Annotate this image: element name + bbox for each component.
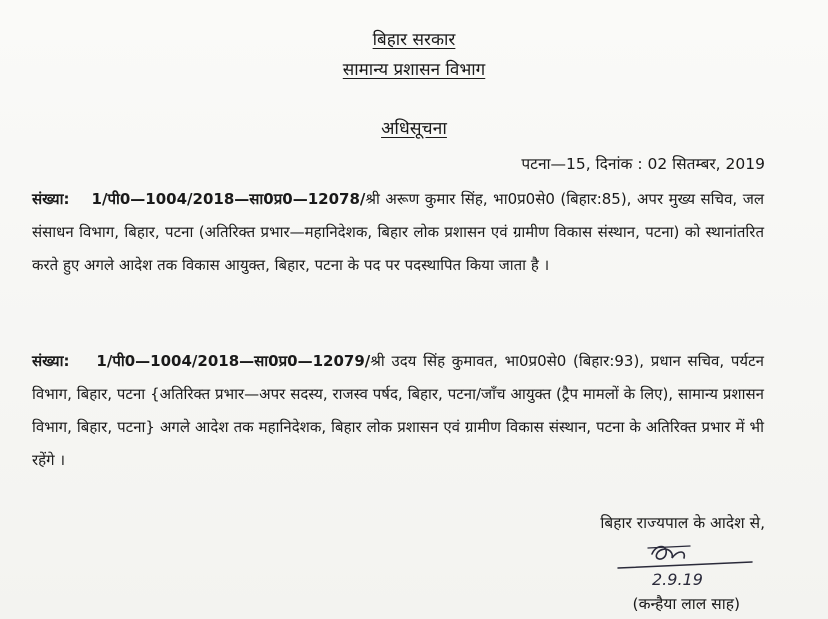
handwritten-signature [612, 540, 762, 590]
notice-title-text: अधिसूचना [381, 119, 447, 139]
signatory-name: (कन्हैया लाल साह) [632, 595, 740, 613]
order-paragraph-2 [32, 345, 764, 477]
order-reference: 1/पी0—1004/2018—सा0प्र0—12078/ [91, 190, 366, 208]
order-body: श्री उदय सिंह कुमावत, भा0प्र0से0 (बिहार:93), प्रधान सचिव, पर्यटन विभाग, बिहार, पटना {अतिरिक्त प्रभार—अपर सदस्य, राजस्व पर्षद, बिहार, पटना/जाँच आयुक्त (ट्रैप मामलों के लिए), सामान्य प्रशासन विभाग, बिहार, पटना} अगले आदेश तक महानिदेशक, बिहार लोक प्रशासन एवं ग्रामीण विकास संस्थान, पटना के अतिरिक्त प्रभार में भी रहेंगे । [32, 352, 764, 469]
order-number-label: संख्या: [32, 352, 70, 370]
order-body: श्री अरूण कुमार सिंह, भा0प्र0से0 (बिहार:85), अपर मुख्य सचिव, जल संसाधन विभाग, बिहार, पटना (अतिरिक्त प्रभार—महानिदेशक, बिहार लोक प्रशासन एवं ग्रामीण विकास संस्थान, पटना) को स्थानांतरित करते हुए अगले आदेश तक विकास आयुक्त, बिहार, पटना के पद पर पदस्थापित किया जाता है । [32, 190, 765, 274]
place-date-line: पटना—15, दिनांक : 02 सितम्बर, 2019 [521, 155, 765, 173]
order-reference: 1/पी0—1004/2018—सा0प्र0—12079/ [96, 352, 371, 370]
government-heading-text: बिहार सरकार [372, 30, 456, 50]
department-heading [0, 60, 828, 80]
department-heading-text: सामान्य प्रशासन विभाग [342, 60, 486, 80]
order-number-label: संख्या: [32, 190, 70, 208]
government-heading [0, 30, 828, 50]
governor-order-line: बिहार राज्यपाल के आदेश से, [600, 514, 765, 532]
notice-title [0, 119, 828, 139]
handwritten-date: 2.9.19 [652, 570, 703, 589]
order-paragraph-1 [32, 183, 764, 282]
